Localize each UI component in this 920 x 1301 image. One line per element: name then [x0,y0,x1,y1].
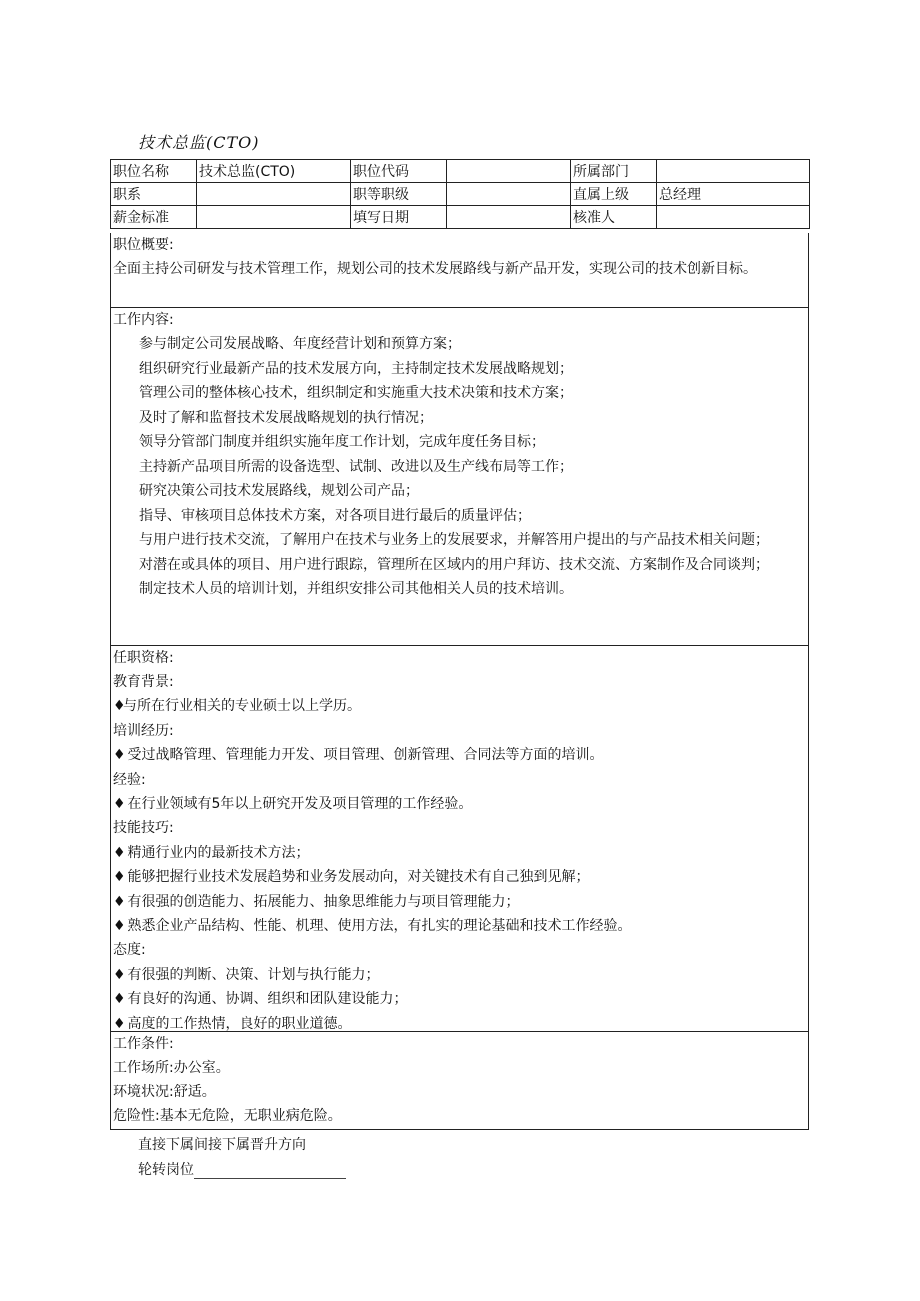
diamond-bullet-icon: ♦ [113,966,126,983]
subheading: 培训经历: [113,722,174,739]
list-item: 工作场所:办公室。 [113,1060,230,1076]
subheading: 态度: [113,942,146,959]
diamond-bullet-icon: ♦ [113,698,126,715]
list-item: 管理公司的整体核心技术，组织制定和实施重大技术决策和技术方案； [139,385,573,401]
cell-value [447,183,571,206]
blank-underline [194,1164,346,1179]
list-item: 与用户进行技术交流，了解用户在技术与业务上的发展要求，并解答用户提出的与产品技术相关问题； [139,532,769,548]
section-heading: 工作内容: [113,312,174,328]
list-item: 组织研究行业最新产品的技术发展方向，主持制定技术发展战略规划； [139,360,573,377]
diamond-bullet-icon: ♦ [113,918,126,935]
list-item: 主持新产品项目所需的设备选型、试制、改进以及生产线布局等工作； [139,458,573,475]
list-item: ♦ 有良好的沟通、协调、组织和团队建设能力； [111,987,808,1011]
cell-value [197,183,351,206]
table-row [111,206,810,229]
list-item: 研究决策公司技术发展路线，规划公司产品； [139,483,419,499]
cell-label: 职位代码 [351,160,447,183]
job-info-table [110,159,810,229]
document-title: 技术总监(CTO) [138,133,260,152]
subheading: 教育背景: [113,674,174,690]
cell-value [197,206,351,229]
qualifications-section [110,646,809,1032]
diamond-bullet-icon: ♦ [113,747,126,764]
list-item: ♦ 受过战略管理、管理能力开发、项目管理、创新管理、合同法等方面的培训。 [111,743,808,767]
list-item: 制定技术人员的培训计划，并组织安排公司其他相关人员的技术培训。 [139,581,573,597]
diamond-bullet-icon: ♦ [113,869,126,886]
duties-section [110,308,809,646]
diamond-bullet-icon: ♦ [113,893,126,910]
diamond-bullet-icon: ♦ [113,1015,126,1032]
cell-label: 职系 [111,183,197,206]
cell-label: 职等职级 [351,183,447,206]
section-heading: 任职资格: [113,650,174,666]
cell-value [657,206,810,229]
cell-value: 技术总监(CTO) [197,160,351,183]
list-item: 环境状况:舒适。 [113,1084,216,1100]
list-item: ♦与所在行业相关的专业硕士以上学历。 [111,694,808,718]
cell-value [657,160,810,183]
diamond-bullet-icon: ♦ [113,844,126,861]
section-heading: 工作条件: [113,1036,174,1052]
section-heading: 职位概要: [113,237,174,253]
list-item: 参与制定公司发展战略、年度经营计划和预算方案； [139,336,461,352]
list-item: 危险性:基本无危险，无职业病危险。 [113,1108,342,1124]
rotation-label: 轮转岗位 [138,1162,194,1178]
subheading: 技能技巧: [113,820,174,837]
subheading: 经验: [113,771,146,788]
list-item: 及时了解和监督技术发展战略规划的执行情况； [139,409,433,426]
summary-section [110,233,809,308]
cell-value: 总经理 [657,183,810,206]
summary-text: 全面主持公司研发与技术管理工作，规划公司的技术发展路线与新产品开发，实现公司的技术创新目标。 [113,261,757,277]
list-item: ♦ 精通行业内的最新技术方法； [111,841,808,865]
footer-relations: 直接下属间接下属晋升方向 [138,1137,306,1153]
table-row [111,160,810,183]
conditions-section [110,1032,809,1130]
table-row [111,183,810,206]
footer-rotation [138,1159,346,1179]
list-item: ♦ 有很强的创造能力、拓展能力、抽象思维能力与项目管理能力； [111,890,808,914]
list-item: ♦ 熟悉企业产品结构、性能、机理、使用方法，有扎实的理论基础和技术工作经验。 [111,914,808,938]
cell-label: 直属上级 [571,183,657,206]
list-item: 领导分管部门制度并组织实施年度工作计划，完成年度任务目标； [139,434,545,450]
list-item: 指导、审核项目总体技术方案，对各项目进行最后的质量评估； [139,507,531,524]
diamond-bullet-icon: ♦ [113,991,126,1008]
cell-value [447,160,571,183]
cell-label: 核准人 [571,206,657,229]
cell-value [447,206,571,229]
list-item: ♦ 有很强的判断、决策、计划与执行能力； [111,963,808,987]
list-item: ♦ 高度的工作热情，良好的职业道德。 [111,1012,808,1032]
cell-label: 薪金标准 [111,206,197,229]
cell-label: 填写日期 [351,206,447,229]
cell-label: 所属部门 [571,160,657,183]
list-item: ♦ 在行业领域有5年以上研究开发及项目管理的工作经验。 [111,792,808,816]
list-item: ♦ 能够把握行业技术发展趋势和业务发展动向，对关键技术有自己独到见解； [111,865,808,889]
list-item: 对潜在或具体的项目、用户进行跟踪，管理所在区域内的用户拜访、技术交流、方案制作及合同谈判； [139,556,769,573]
cell-label: 职位名称 [111,160,197,183]
diamond-bullet-icon: ♦ [113,796,126,813]
